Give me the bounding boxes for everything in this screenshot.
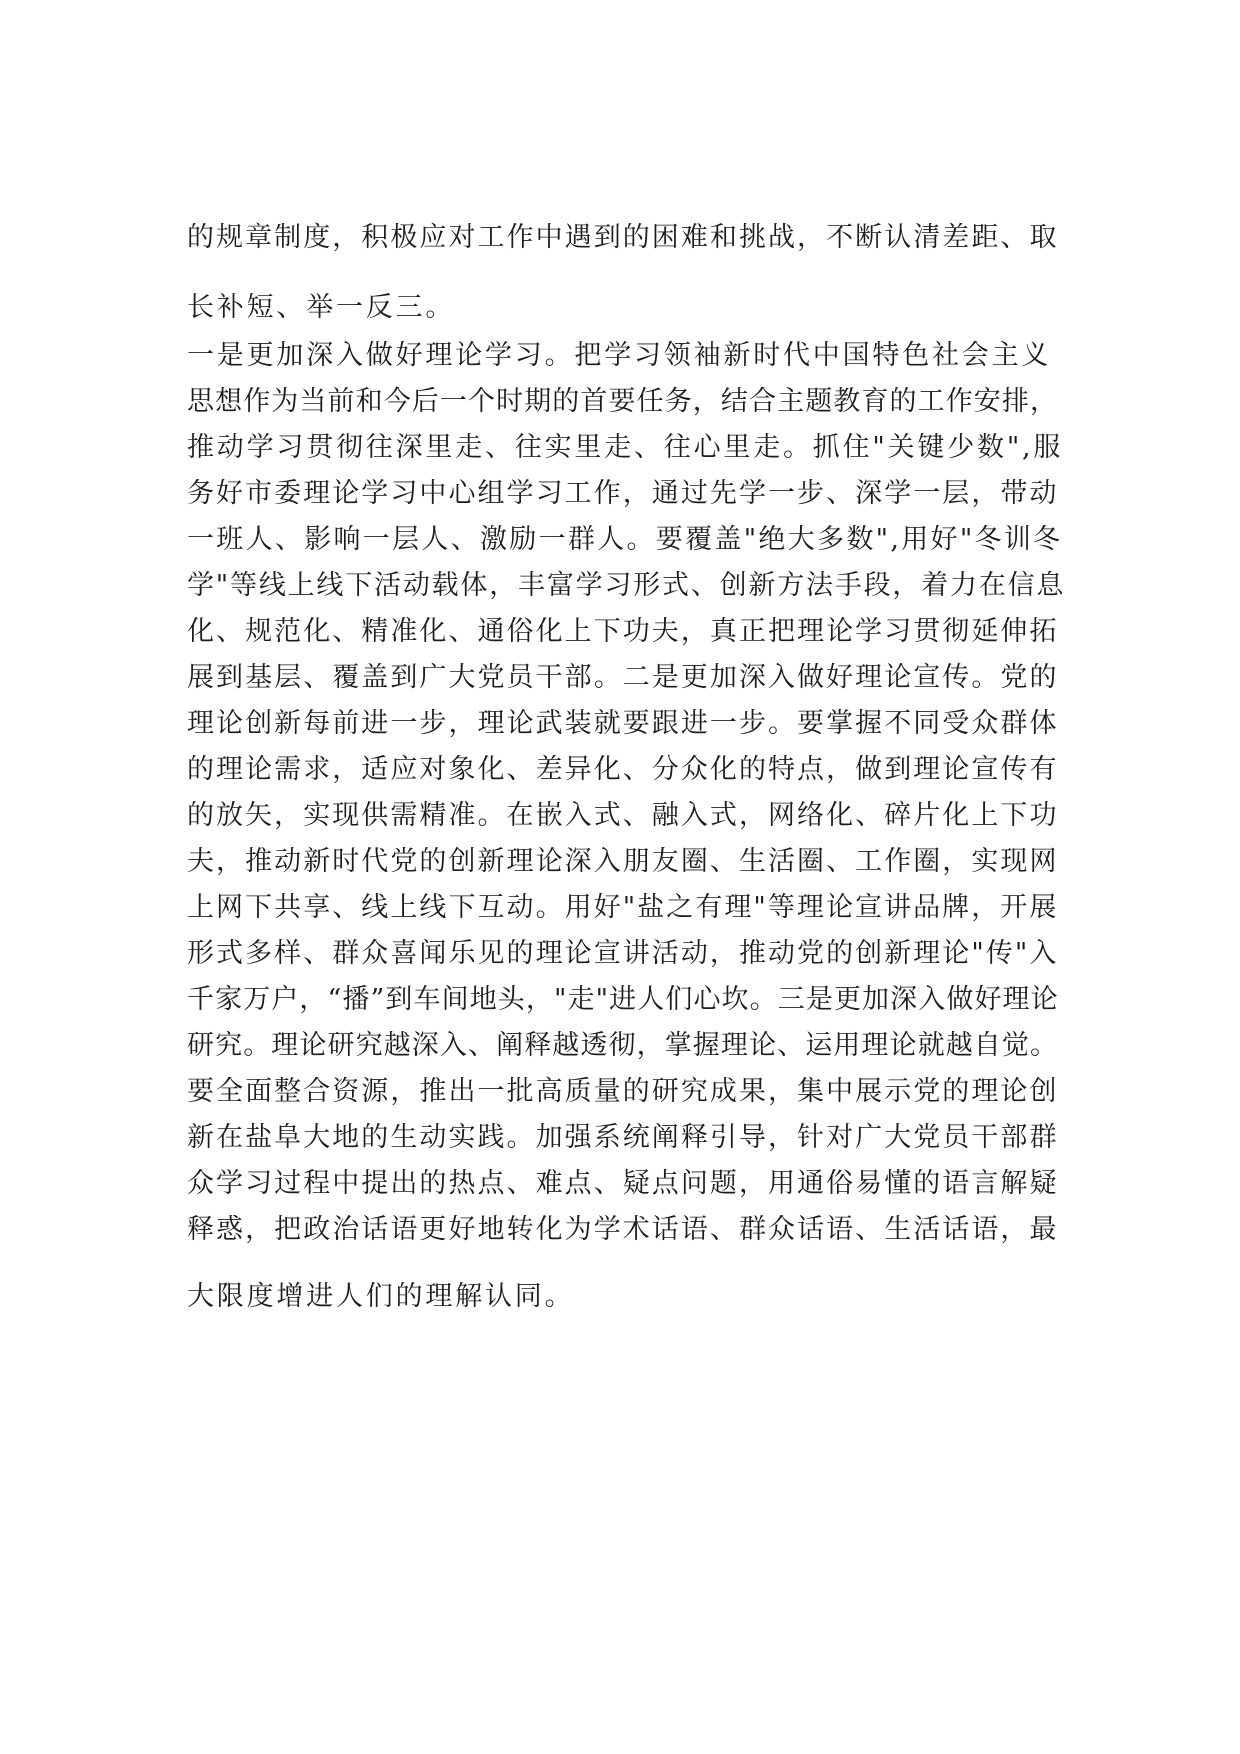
text-line: 一班人、影响一层人、激励一群人。要覆盖"绝大多数",用好"冬训冬	[187, 524, 1063, 555]
text-line: 要全面整合资源，推出一批高质量的研究成果，集中展示党的理论创	[187, 1076, 1059, 1107]
text-line: 研究。理论研究越深入、阐释越透彻，掌握理论、运用理论就越自觉。	[187, 1030, 1059, 1061]
text-line: 形式多样、群众喜闻乐见的理论宣讲活动，推动党的创新理论"传"入	[187, 938, 1059, 969]
text-line: 化、规范化、精准化、通俗化上下功夫，真正把理论学习贯彻延伸拓	[187, 616, 1059, 647]
text-line: 大限度增进人们的理解认同。	[187, 1281, 575, 1312]
text-line: 的放矢，实现供需精准。在嵌入式、融入式，网络化、碎片化上下功	[187, 800, 1059, 831]
text-line: 一是更加深入做好理论学习。把学习领袖新时代中国特色社会主义	[187, 340, 1052, 371]
text-line: 新在盐阜大地的生动实践。加强系统阐释引导，针对广大党员干部群	[187, 1122, 1059, 1153]
text-line: 众学习过程中提出的热点、难点、疑点问题，用通俗易懂的语言解疑	[187, 1168, 1059, 1199]
text-line: 思想作为当前和今后一个时期的首要任务，结合主题教育的工作安排，	[187, 386, 1059, 417]
text-line: 的规章制度，积极应对工作中遇到的困难和挑战，不断认清差距、取	[187, 222, 1059, 253]
text-line: 释惑，把政治话语更好地转化为学术话语、群众话语、生活话语，最	[187, 1214, 1059, 1245]
text-line: 千家万户，“播”到车间地头，"走"进人们心坎。三是更加深入做好理论	[187, 984, 1059, 1015]
text-line: 展到基层、覆盖到广大党员干部。二是更加深入做好理论宣传。党的	[187, 662, 1059, 693]
text-line: 夫，推动新时代党的创新理论深入朋友圈、生活圈、工作圈，实现网	[187, 846, 1059, 877]
text-line: 务好市委理论学习中心组学习工作，通过先学一步、深学一层，带动	[187, 478, 1059, 509]
text-line: 的理论需求，适应对象化、差异化、分众化的特点，做到理论宣传有	[187, 754, 1059, 785]
text-line: 理论创新每前进一步，理论武装就要跟进一步。要掌握不同受众群体	[187, 708, 1059, 739]
text-line: 学"等线上线下活动载体，丰富学习形式、创新方法手段，着力在信息	[187, 570, 1066, 601]
text-line: 上网下共享、线上线下互动。用好"盐之有理"等理论宣讲品牌，开展	[187, 892, 1059, 923]
text-line: 长补短、举一反三。	[187, 292, 456, 323]
text-line: 推动学习贯彻往深里走、往实里走、往心里走。抓住"关键少数",服	[187, 432, 1064, 463]
